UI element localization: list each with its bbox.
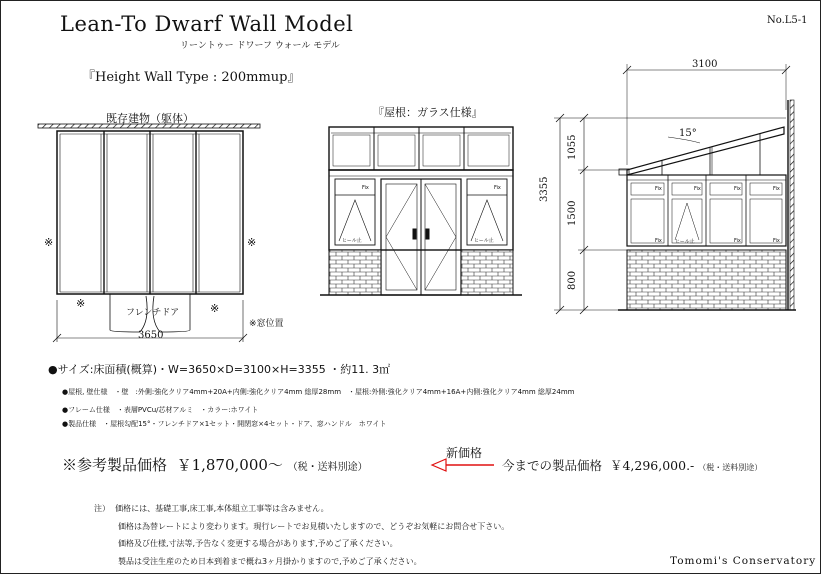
reference-price-value: ￥1,870,000〜 xyxy=(176,456,283,474)
window-mark: ※ xyxy=(210,302,220,315)
note-text: 製品は受注生産のため日本到着まで概ね3ヶ月掛かりますので,予めご了承ください。 xyxy=(118,557,422,566)
window-mark: ※ xyxy=(76,297,86,310)
new-price-label: 新価格 xyxy=(446,446,483,460)
door-label: フレンチドア xyxy=(126,308,180,318)
previous-price-value: ￥4,296,000.- xyxy=(609,458,695,473)
spec-row-product: ●製品仕様 ・屋根勾配15°・フレンチドア×1セット・開閉窓×4セット・ドア、窓ハンドル ホワイト xyxy=(62,420,387,428)
note-text: 価格及び仕様,寸法等,予告なく変更する場合があります,予めご了承ください。 xyxy=(118,539,398,548)
fix-label: Fix xyxy=(773,186,780,192)
page-subtitle: リーントゥー ドワーフ ウォール モデル xyxy=(180,41,340,51)
side-wall-frame xyxy=(627,175,786,246)
spec-row-frame: ●フレーム仕様 ・表層PVCu/芯材アルミ ・カラー:ホワイト xyxy=(62,406,259,414)
spec-size: ●サイズ:床面積(概算)・W=3650×D=3100×H=3355 ・約11. 3㎡ xyxy=(48,363,391,376)
window-mark: ※ xyxy=(247,236,257,249)
previous-price-tax: （税・送料別途） xyxy=(698,463,763,472)
window-height-label: 1500 xyxy=(567,200,578,226)
side-view xyxy=(554,64,796,314)
fix-label: Fix xyxy=(655,238,662,244)
fix-label: Fix xyxy=(655,186,662,192)
front-brick-right xyxy=(461,250,513,295)
vent-label: ヒール止 xyxy=(675,239,695,245)
note-text: 価格は為替レートにより変わります。現行レートでお見積いたしますので、どうぞお気軽にお問合せ下さい。 xyxy=(118,522,510,531)
vent-label: ヒール止 xyxy=(474,238,494,244)
front-roof-panels xyxy=(329,127,513,170)
fix-label: Fix xyxy=(734,238,741,244)
reference-price-tax: （税・送料別途） xyxy=(287,462,368,473)
wall-type-label: 『Height Wall Type : 200mmup』 xyxy=(82,70,301,85)
spec-row-glazing: ●屋根, 壁仕様 ・壁 :外側:強化クリア4mm+20A+内側:強化クリア4mm 総厚28mm ・屋根:外側:強化クリア4mm+16A+内側:強化クリア4mm 総厚24mm xyxy=(62,388,575,396)
reference-price-label: ※参考製品価格 xyxy=(62,456,168,474)
dwarf-wall-height-label: 800 xyxy=(567,270,578,290)
side-brick-wall xyxy=(627,250,786,310)
reference-price-block xyxy=(62,454,368,475)
doc-number: No.L5-1 xyxy=(767,15,808,26)
window-mark: ※ xyxy=(44,236,54,249)
previous-price-label: 今までの製品価格 xyxy=(502,458,603,473)
previous-price-block xyxy=(502,456,762,474)
fix-label: Fix xyxy=(694,186,701,192)
fix-label: Fix xyxy=(734,186,741,192)
window-position-note: ※窓位置 xyxy=(249,319,284,329)
vent-label: ヒール止 xyxy=(342,238,362,244)
note-text: 価格には、基礎工事,床工事,本体組立工事等は含みません。 xyxy=(115,504,329,513)
notes-prefix: 注） xyxy=(94,504,110,513)
roof-height-label: 1055 xyxy=(567,134,578,160)
front-caption: 『屋根：ガラス仕様』 xyxy=(373,106,483,119)
fix-label: Fix xyxy=(773,238,780,244)
brand-name: Tomomi's Conservatory xyxy=(670,555,817,567)
total-height-label: 3355 xyxy=(539,176,550,202)
notes-line xyxy=(94,503,329,514)
plan-caption: 既存建物（躯体） xyxy=(106,112,194,125)
page-title: Lean-To Dwarf Wall Model xyxy=(60,12,354,36)
side-width-label: 3100 xyxy=(692,59,718,70)
fix-label: Fix xyxy=(362,185,369,191)
plan-width-label: 3650 xyxy=(138,330,164,341)
roof-angle-label: 15° xyxy=(679,128,697,139)
front-view xyxy=(320,127,522,295)
front-brick-left xyxy=(329,250,381,295)
fix-label: Fix xyxy=(494,185,501,191)
side-roof xyxy=(627,127,784,175)
